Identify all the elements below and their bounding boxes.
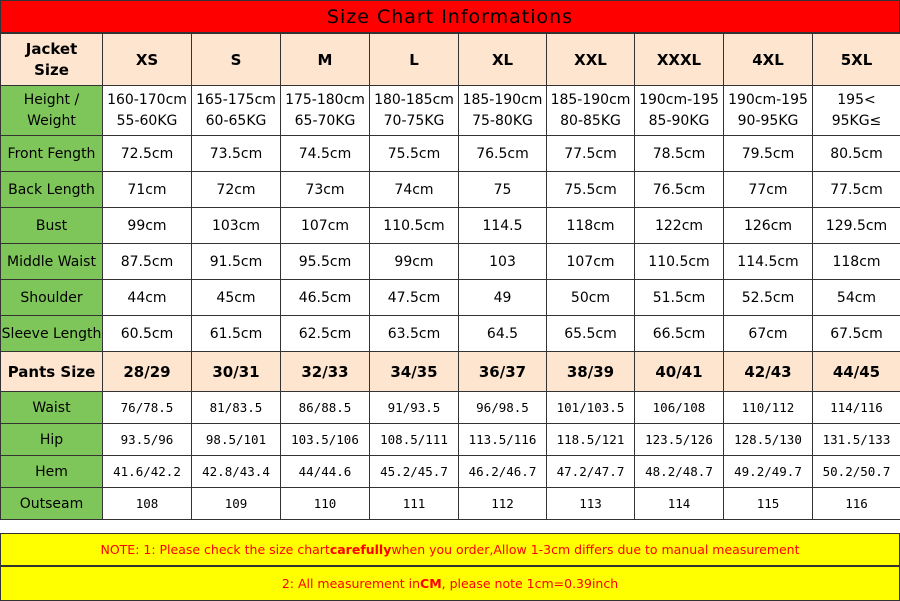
table-cell: 64.5 bbox=[459, 316, 547, 352]
height-weight-cell-line-1: 195< bbox=[837, 91, 876, 108]
table-cell: 110/112 bbox=[724, 392, 813, 424]
table-cell: 91/93.5 bbox=[370, 392, 459, 424]
table-cell: 107cm bbox=[281, 208, 370, 244]
height-weight-cell-line-1: 190cm-195 bbox=[639, 91, 719, 108]
table-row bbox=[1, 172, 900, 208]
jacket-size-header: XXL bbox=[547, 34, 635, 86]
row-label: Sleeve Length bbox=[1, 316, 103, 352]
table-cell: 112 bbox=[459, 488, 547, 520]
table-cell: 76.5cm bbox=[635, 172, 724, 208]
note-1 bbox=[0, 533, 900, 566]
table-cell: 80.5cm bbox=[813, 136, 900, 172]
height-weight-cell-line-2: 90-95KG bbox=[737, 112, 799, 129]
height-weight-cell bbox=[370, 86, 459, 136]
table-cell: 47.5cm bbox=[370, 280, 459, 316]
table-cell: 65.5cm bbox=[547, 316, 635, 352]
note-1-emphasis: carefully bbox=[329, 542, 392, 557]
table-cell: 103cm bbox=[192, 208, 281, 244]
height-weight-cell bbox=[547, 86, 635, 136]
table-cell: 63.5cm bbox=[370, 316, 459, 352]
table-cell: 122cm bbox=[635, 208, 724, 244]
table-cell: 61.5cm bbox=[192, 316, 281, 352]
height-weight-cell-line-1: 180-185cm bbox=[374, 91, 454, 108]
table-cell: 96/98.5 bbox=[459, 392, 547, 424]
table-row bbox=[1, 424, 900, 456]
table-cell: 113.5/116 bbox=[459, 424, 547, 456]
height-weight-cell bbox=[813, 86, 900, 136]
table-cell: 129.5cm bbox=[813, 208, 900, 244]
row-label: Back Length bbox=[1, 172, 103, 208]
table-cell: 49 bbox=[459, 280, 547, 316]
table-cell: 114.5 bbox=[459, 208, 547, 244]
table-cell: 118cm bbox=[547, 208, 635, 244]
table-cell: 62.5cm bbox=[281, 316, 370, 352]
table-cell: 46.2/46.7 bbox=[459, 456, 547, 488]
row-label: Hip bbox=[1, 424, 103, 456]
height-weight-cell bbox=[724, 86, 813, 136]
jacket-size-header: 4XL bbox=[724, 34, 813, 86]
table-cell: 108 bbox=[103, 488, 192, 520]
height-weight-cell-line-1: 185-190cm bbox=[550, 91, 631, 108]
jacket-size-header: S bbox=[192, 34, 281, 86]
table-cell: 103.5/106 bbox=[281, 424, 370, 456]
height-weight-cell-line-1: 185-190cm bbox=[462, 91, 543, 108]
table-cell: 49.2/49.7 bbox=[724, 456, 813, 488]
table-cell: 71cm bbox=[103, 172, 192, 208]
chart-title: Size Chart Informations bbox=[0, 0, 900, 33]
table-cell: 75.5cm bbox=[370, 136, 459, 172]
table-row bbox=[1, 136, 900, 172]
pants-size-header: 42/43 bbox=[724, 352, 813, 392]
table-cell: 86/88.5 bbox=[281, 392, 370, 424]
table-cell: 44/44.6 bbox=[281, 456, 370, 488]
jacket-size-label bbox=[1, 34, 103, 86]
jacket-size-header: L bbox=[370, 34, 459, 86]
table-row bbox=[1, 456, 900, 488]
height-weight-cell-line-2: 70-75KG bbox=[383, 112, 445, 129]
table-row bbox=[1, 86, 900, 136]
table-cell: 73cm bbox=[281, 172, 370, 208]
table-cell: 73.5cm bbox=[192, 136, 281, 172]
table-cell: 113 bbox=[547, 488, 635, 520]
table-cell: 51.5cm bbox=[635, 280, 724, 316]
table-cell: 77.5cm bbox=[813, 172, 900, 208]
table-cell: 48.2/48.7 bbox=[635, 456, 724, 488]
jacket-size-header: XXXL bbox=[635, 34, 724, 86]
table-row bbox=[1, 280, 900, 316]
pants-size-header: 28/29 bbox=[103, 352, 192, 392]
table-cell: 54cm bbox=[813, 280, 900, 316]
height-weight-label-line-1: Height / bbox=[23, 91, 80, 108]
pants-size-header: 38/39 bbox=[547, 352, 635, 392]
table-cell: 66.5cm bbox=[635, 316, 724, 352]
pants-size-header: 32/33 bbox=[281, 352, 370, 392]
row-label-height-weight bbox=[1, 86, 103, 136]
pants-size-header: 40/41 bbox=[635, 352, 724, 392]
table-cell: 109 bbox=[192, 488, 281, 520]
table-cell: 76.5cm bbox=[459, 136, 547, 172]
table-cell: 99cm bbox=[370, 244, 459, 280]
table-cell: 99cm bbox=[103, 208, 192, 244]
size-table bbox=[0, 33, 900, 520]
table-cell: 44cm bbox=[103, 280, 192, 316]
table-cell: 116 bbox=[813, 488, 900, 520]
height-weight-cell-line-2: 80-85KG bbox=[560, 112, 621, 129]
table-cell: 60.5cm bbox=[103, 316, 192, 352]
table-cell: 72cm bbox=[192, 172, 281, 208]
height-weight-cell bbox=[459, 86, 547, 136]
note-2-unit: CM bbox=[420, 576, 442, 591]
height-weight-cell bbox=[281, 86, 370, 136]
table-row bbox=[1, 316, 900, 352]
table-cell: 50.2/50.7 bbox=[813, 456, 900, 488]
row-label: Waist bbox=[1, 392, 103, 424]
height-weight-cell bbox=[192, 86, 281, 136]
table-cell: 110.5cm bbox=[370, 208, 459, 244]
table-cell: 107cm bbox=[547, 244, 635, 280]
table-cell: 45.2/45.7 bbox=[370, 456, 459, 488]
jacket-size-header-row bbox=[1, 34, 900, 86]
jacket-size-header: XL bbox=[459, 34, 547, 86]
table-cell: 50cm bbox=[547, 280, 635, 316]
table-cell: 87.5cm bbox=[103, 244, 192, 280]
height-weight-cell bbox=[635, 86, 724, 136]
table-cell: 123.5/126 bbox=[635, 424, 724, 456]
table-cell: 75.5cm bbox=[547, 172, 635, 208]
table-cell: 79.5cm bbox=[724, 136, 813, 172]
table-cell: 46.5cm bbox=[281, 280, 370, 316]
table-cell: 41.6/42.2 bbox=[103, 456, 192, 488]
table-cell: 114 bbox=[635, 488, 724, 520]
height-weight-cell-line-2: 75-80KG bbox=[472, 112, 533, 129]
table-cell: 77cm bbox=[724, 172, 813, 208]
row-label: Shoulder bbox=[1, 280, 103, 316]
height-weight-cell-line-2: 85-90KG bbox=[648, 112, 710, 129]
table-cell: 75 bbox=[459, 172, 547, 208]
table-cell: 118.5/121 bbox=[547, 424, 635, 456]
height-weight-cell-line-2: 60-65KG bbox=[205, 112, 267, 129]
height-weight-label-line-2: Weight bbox=[27, 112, 76, 129]
note-2-text-a: 2: All measurement in bbox=[281, 576, 421, 591]
jacket-size-label-line-1: Jacket bbox=[25, 39, 78, 58]
height-weight-cell-line-1: 160-170cm bbox=[107, 91, 187, 108]
table-cell: 103 bbox=[459, 244, 547, 280]
pants-size-header: 34/35 bbox=[370, 352, 459, 392]
note-2 bbox=[0, 566, 900, 601]
table-cell: 126cm bbox=[724, 208, 813, 244]
row-label: Hem bbox=[1, 456, 103, 488]
pants-size-header: 44/45 bbox=[813, 352, 900, 392]
row-label: Front Fength bbox=[1, 136, 103, 172]
jacket-size-header: XS bbox=[103, 34, 192, 86]
table-cell: 52.5cm bbox=[724, 280, 813, 316]
table-cell: 115 bbox=[724, 488, 813, 520]
pants-size-label: Pants Size bbox=[1, 352, 103, 392]
table-cell: 108.5/111 bbox=[370, 424, 459, 456]
table-cell: 81/83.5 bbox=[192, 392, 281, 424]
pants-size-header: 36/37 bbox=[459, 352, 547, 392]
table-cell: 76/78.5 bbox=[103, 392, 192, 424]
note-2-text-c: , please note 1cm=0.39inch bbox=[441, 576, 619, 591]
table-cell: 74.5cm bbox=[281, 136, 370, 172]
row-label: Bust bbox=[1, 208, 103, 244]
table-cell: 101/103.5 bbox=[547, 392, 635, 424]
table-cell: 78.5cm bbox=[635, 136, 724, 172]
table-cell: 42.8/43.4 bbox=[192, 456, 281, 488]
height-weight-cell-line-2: 65-70KG bbox=[294, 112, 356, 129]
table-cell: 114/116 bbox=[813, 392, 900, 424]
table-cell: 67cm bbox=[724, 316, 813, 352]
height-weight-cell-line-2: 55-60KG bbox=[116, 112, 178, 129]
height-weight-cell bbox=[103, 86, 192, 136]
table-cell: 106/108 bbox=[635, 392, 724, 424]
table-cell: 111 bbox=[370, 488, 459, 520]
table-cell: 95.5cm bbox=[281, 244, 370, 280]
table-cell: 67.5cm bbox=[813, 316, 900, 352]
table-cell: 93.5/96 bbox=[103, 424, 192, 456]
table-cell: 128.5/130 bbox=[724, 424, 813, 456]
height-weight-cell-line-1: 190cm-195 bbox=[728, 91, 808, 108]
table-cell: 74cm bbox=[370, 172, 459, 208]
note-1-text-a: NOTE: 1: Please check the size chart bbox=[100, 542, 330, 557]
height-weight-cell-line-2: 95KG≤ bbox=[831, 112, 882, 129]
table-cell: 131.5/133 bbox=[813, 424, 900, 456]
table-cell: 45cm bbox=[192, 280, 281, 316]
table-cell: 47.2/47.7 bbox=[547, 456, 635, 488]
table-row bbox=[1, 392, 900, 424]
table-cell: 110.5cm bbox=[635, 244, 724, 280]
note-1-text-c: when you order,Allow 1-3cm differs due to manual measurement bbox=[391, 542, 800, 557]
table-cell: 72.5cm bbox=[103, 136, 192, 172]
row-label: Middle Waist bbox=[1, 244, 103, 280]
height-weight-cell-line-1: 165-175cm bbox=[196, 91, 276, 108]
height-weight-cell-line-1: 175-180cm bbox=[285, 91, 365, 108]
table-cell: 118cm bbox=[813, 244, 900, 280]
table-cell: 98.5/101 bbox=[192, 424, 281, 456]
table-cell: 77.5cm bbox=[547, 136, 635, 172]
table-row bbox=[1, 488, 900, 520]
pants-size-header: 30/31 bbox=[192, 352, 281, 392]
table-cell: 91.5cm bbox=[192, 244, 281, 280]
jacket-size-header: M bbox=[281, 34, 370, 86]
jacket-size-label-line-2: Size bbox=[34, 60, 69, 79]
table-cell: 114.5cm bbox=[724, 244, 813, 280]
jacket-size-header: 5XL bbox=[813, 34, 900, 86]
pants-size-header-row bbox=[1, 352, 900, 392]
row-label: Outseam bbox=[1, 488, 103, 520]
table-row bbox=[1, 244, 900, 280]
table-cell: 110 bbox=[281, 488, 370, 520]
table-row bbox=[1, 208, 900, 244]
